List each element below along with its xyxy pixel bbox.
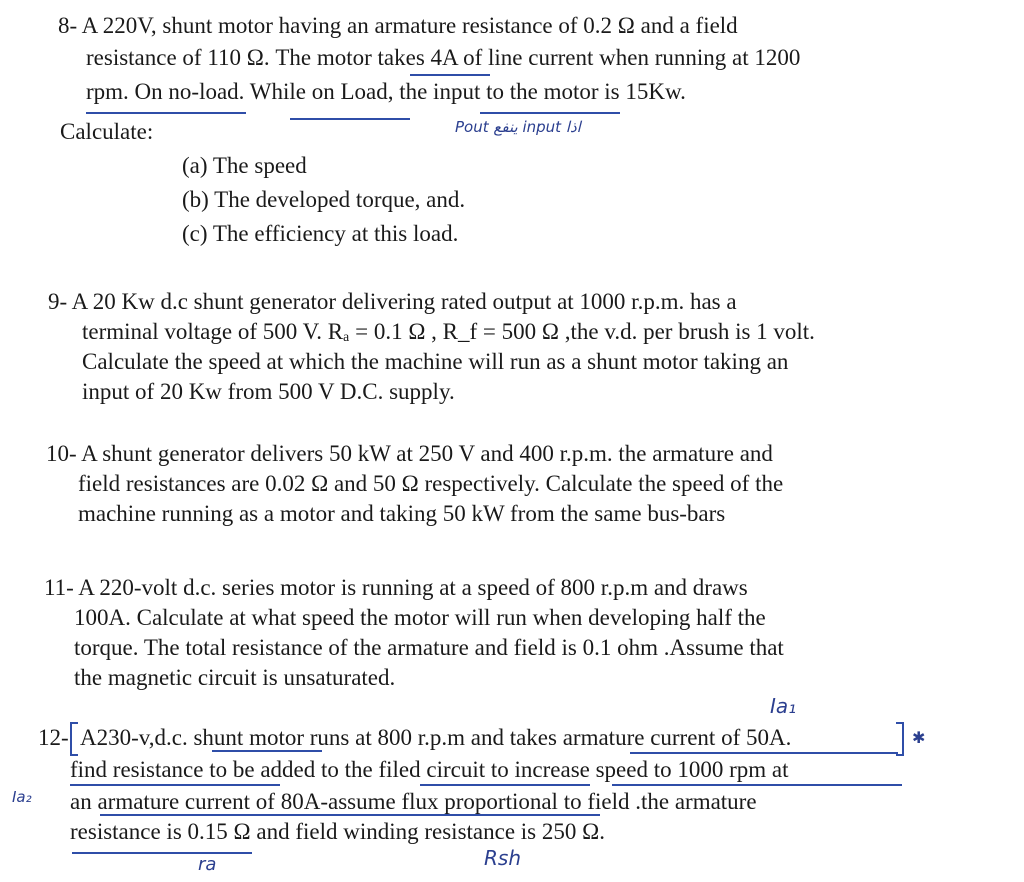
q11-line-1: 11- A 220-volt d.c. series motor is running at a speed of 800 r.p.m and draws	[44, 575, 748, 600]
q8-underline-input	[480, 112, 620, 114]
q9-line-4: input of 20 Kw from 500 V D.C. supply.	[82, 379, 455, 404]
q12-note-ia1: Ia₁	[770, 694, 797, 718]
q8-underline-takes-4a	[410, 74, 490, 76]
q12-underline-increase-speed	[612, 784, 902, 786]
q8-line-2: resistance of 110 Ω. The motor takes 4A of line current when running at 1200	[86, 45, 801, 70]
q12-underline-filed-circuit	[420, 784, 590, 786]
q9-line-2: terminal voltage of 500 V. Rₐ = 0.1 Ω , R_f = 500 Ω ,the v.d. per brush is 1 volt.	[82, 319, 815, 344]
q8-line-3: rpm. On no-load. While on Load, the input to the motor is 15Kw.	[86, 79, 686, 104]
q12-right-bracket	[896, 722, 904, 756]
q12-underline-resistance	[72, 852, 252, 854]
q12-number: 12-	[38, 725, 69, 750]
q8-part-c: (c) The efficiency at this load.	[182, 221, 459, 246]
q12-note-ia2: Ia₂	[12, 788, 32, 806]
q12-note-ra: ra	[198, 854, 217, 875]
q12-underline-armature-current-80a	[100, 814, 600, 816]
q12-underline-find-resistance	[70, 784, 280, 786]
q8-underline-no-load	[86, 112, 246, 114]
q11-line-3: torque. The total resistance of the armature and field is 0.1 ohm .Assume that	[74, 635, 784, 660]
q12-line-2: find resistance to be added to the filed circuit to increase speed to 1000 rpm at	[70, 757, 789, 782]
q11-line-4: the magnetic circuit is unsaturated.	[74, 665, 396, 690]
q8-underline-while-on-load	[290, 118, 410, 120]
q10-line-1: 10- A shunt generator delivers 50 kW at 250 V and 400 r.p.m. the armature and	[46, 441, 773, 466]
q9-line-1: 9- A 20 Kw d.c shunt generator delivering rated output at 1000 r.p.m. has a	[48, 289, 737, 314]
q12-note-rsh: Rsh	[484, 846, 521, 870]
q12-line-3: an armature current of 80A-assume flux proportional to field .the armature	[70, 789, 757, 814]
q10-line-2: field resistances are 0.02 Ω and 50 Ω respectively. Calculate the speed of the	[78, 471, 784, 496]
q8-part-b: (b) The developed torque, and.	[182, 187, 466, 212]
star-mark-icon: ✱	[912, 728, 926, 747]
q8-part-a: (a) The speed	[182, 153, 307, 178]
q12-underline-shunt-motor	[212, 750, 322, 752]
q12-line-4: resistance is 0.15 Ω and field winding resistance is 250 Ω.	[70, 819, 605, 844]
q12-left-bracket	[70, 722, 78, 756]
q11-line-2: 100A. Calculate at what speed the motor will run when developing half the	[74, 605, 766, 630]
q10-line-3: machine running as a motor and taking 50 kW from the same bus-bars	[78, 501, 726, 526]
q8-line-1: 8- A 220V, shunt motor having an armature resistance of 0.2 Ω and a field	[58, 13, 738, 38]
q9-line-3: Calculate the speed at which the machine will run as a shunt motor taking an	[82, 349, 789, 374]
q8-calculate-label: Calculate:	[60, 119, 154, 144]
q12-underline-armature-current	[630, 752, 898, 754]
q8-handwritten-note: Pout ينفع input اذا	[455, 118, 581, 136]
q12-line-1: A230-v,d.c. shunt motor runs at 800 r.p.m and takes armature current of 50A.	[80, 725, 792, 750]
